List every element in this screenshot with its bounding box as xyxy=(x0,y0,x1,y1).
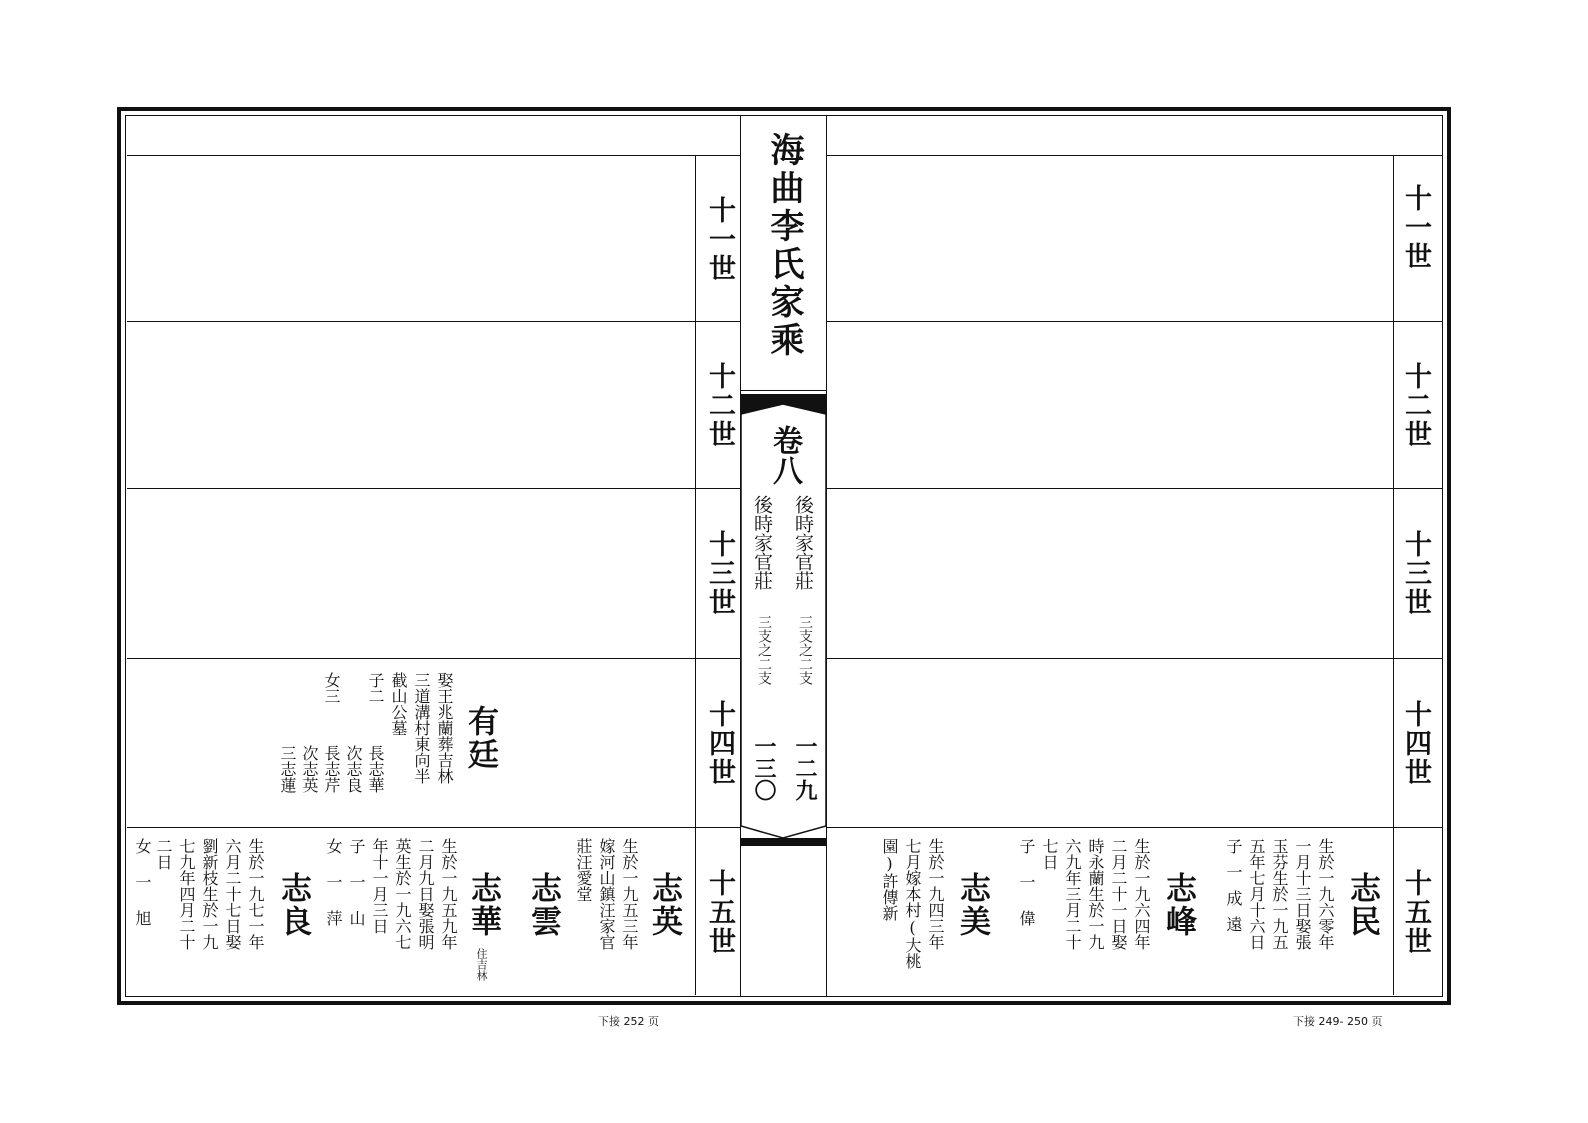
entry-text: 生於一九五三年 xyxy=(620,838,639,950)
right-row-line xyxy=(826,488,1442,489)
entry-text: 年十一月三日 xyxy=(370,838,389,934)
book-title: 海曲李氏家乘 xyxy=(764,132,804,360)
left-row-line xyxy=(127,488,740,489)
entry-text: 園)許傳新 xyxy=(880,838,899,921)
entry-text: 二日 xyxy=(154,838,173,870)
entry-text: 劉新枝生於一九 xyxy=(200,838,219,950)
entry-text: 五年七月十六日 xyxy=(1247,838,1266,950)
entry-text: 時永蘭生於一九 xyxy=(1086,838,1105,950)
page-number-left: 一三〇 xyxy=(751,735,777,801)
entry-text: 女一萍 xyxy=(324,838,343,946)
left-row-line xyxy=(127,321,740,322)
left-top-line xyxy=(127,155,740,156)
entry-text: 莊汪愛堂 xyxy=(574,838,593,902)
gen-label: 十一世 xyxy=(704,195,735,283)
branch-left-sub: 三支之二支 xyxy=(756,615,772,685)
entry-text: 玉芬生於一九五 xyxy=(1270,838,1289,950)
branch-right-sub: 三支之二支 xyxy=(797,615,813,685)
branch-left: 後時家官莊 xyxy=(751,495,773,590)
son-entry: 次志英 xyxy=(300,745,319,793)
right-row-line xyxy=(826,658,1442,659)
volume-label: 卷八 xyxy=(767,425,802,485)
person-name: 志民 xyxy=(1344,872,1380,938)
entry-text: 生於一九五九年 xyxy=(439,838,458,950)
entry-text: 一月十三日娶張 xyxy=(1293,838,1312,950)
left-row-line xyxy=(127,827,740,828)
person-name: 有廷 xyxy=(462,705,498,771)
person-name: 志華 xyxy=(465,872,501,938)
right-row-line xyxy=(826,321,1442,322)
entry-text: 七九年四月二十 xyxy=(177,838,196,950)
entry-text: 生於一九六四年 xyxy=(1132,838,1151,950)
page-number-right: 一二九 xyxy=(792,735,818,801)
son-entry: 次志良 xyxy=(344,745,363,793)
spine-line xyxy=(741,390,826,391)
entry-text: 七日 xyxy=(1040,838,1059,870)
gen-label: 十四世 xyxy=(704,699,735,787)
entry-text: 女一旭 xyxy=(133,838,152,946)
entry-text: 六九年三月二十 xyxy=(1063,838,1082,950)
son-entry: 三志蓮 xyxy=(278,745,297,793)
entry-text: 子一偉 xyxy=(1017,838,1036,946)
entry-text: 英生於一九六七 xyxy=(393,838,412,950)
gen-label: 十一世 xyxy=(1400,184,1431,271)
gen-label: 十五世 xyxy=(1400,868,1431,956)
footer-continuation-left: 下接 252 页 xyxy=(598,1015,659,1028)
person-name: 志雲 xyxy=(525,872,561,938)
person-name: 志峰 xyxy=(1160,872,1196,938)
entry-text: 生於一九四三年 xyxy=(926,838,945,950)
gen-label: 十三世 xyxy=(704,529,735,617)
entry-text: 子一成遠 xyxy=(1224,838,1243,942)
entry-text: 六月二十七日娶 xyxy=(223,838,242,950)
right-row-line xyxy=(826,827,1442,828)
gen-label: 十二世 xyxy=(704,361,735,449)
person-name: 志良 xyxy=(275,872,311,938)
entry-text: 嫁河山鎮汪家官 xyxy=(597,838,616,950)
gen-label: 十四世 xyxy=(1400,699,1431,787)
footer-continuation-right: 下接 249- 250 页 xyxy=(1293,1015,1383,1028)
entry-text: 二月二十一日娶 xyxy=(1109,838,1128,950)
gen-label: 十二世 xyxy=(1400,361,1431,449)
person-name: 志美 xyxy=(954,872,990,938)
gen-label: 十三世 xyxy=(1400,529,1431,617)
entry-text: 三道溝村東向半 xyxy=(412,672,431,784)
entry-text: 截山公墓 xyxy=(389,672,408,736)
entry-text: 女三 xyxy=(322,672,341,704)
entry-text: 子二 xyxy=(366,672,385,704)
right-top-line xyxy=(826,155,1442,156)
left-row-line xyxy=(127,658,740,659)
entry-text: 生於一九六零年 xyxy=(1316,838,1335,950)
entry-text: 二月九日娶張明 xyxy=(416,838,435,950)
son-entry: 長志芹 xyxy=(322,745,341,793)
entry-text: 子一山 xyxy=(347,838,366,946)
residence-note: 住吉林 xyxy=(475,948,488,981)
entry-text: 生於一九七一年 xyxy=(246,838,265,950)
son-entry: 長志華 xyxy=(366,745,385,793)
spine-right-line xyxy=(826,116,827,996)
person-name: 志英 xyxy=(646,872,682,938)
left-gen-col-line xyxy=(695,155,696,995)
branch-right: 後時家官莊 xyxy=(792,495,814,590)
entry-text: 七月嫁本村(大桃 xyxy=(903,838,922,969)
entry-text: 娶王兆蘭葬吉林 xyxy=(435,672,454,784)
gen-label: 十五世 xyxy=(704,868,735,956)
